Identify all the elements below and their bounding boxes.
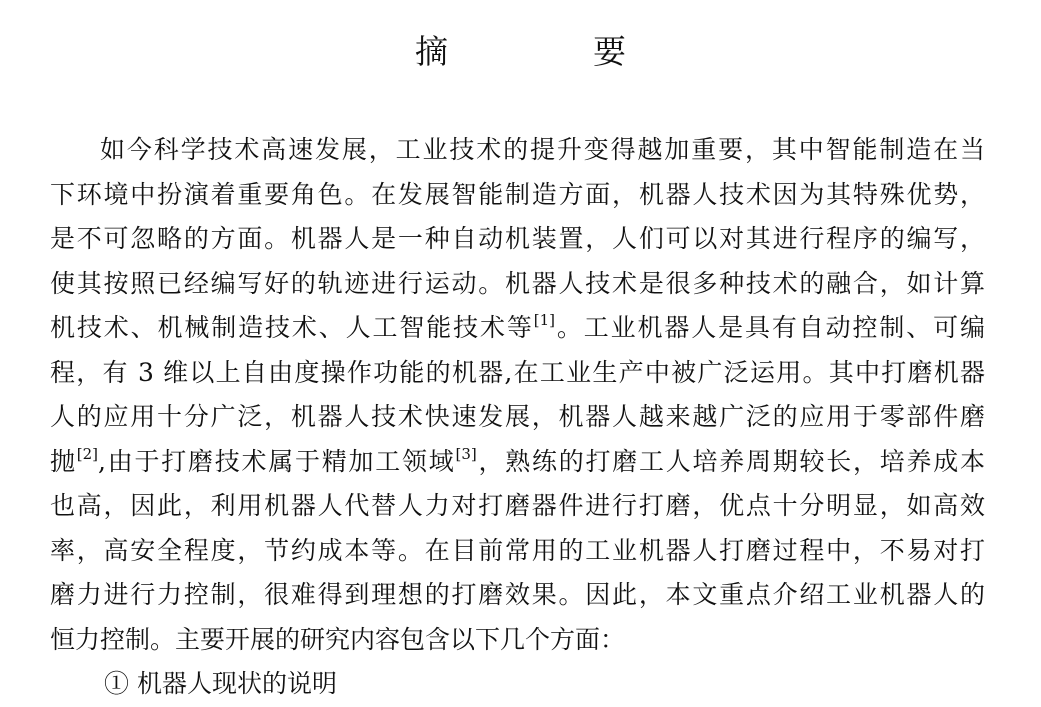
paragraph-line-8-text-c: ，熟练的打磨工人培养周期较长，培养成本 <box>476 446 985 476</box>
citation-3: [3] <box>455 444 477 463</box>
paragraph-line-3: 是不可忽略的方面。机器人是一种自动机装置，人们可以对其进行程序的编写， <box>50 224 985 253</box>
paragraph-line-5-text-a: 机技术、机械制造技术、人工智能技术等 <box>50 313 534 342</box>
paragraph-line-2: 下环境中扮演着重要角色。在发展智能制造方面，机器人技术因为其特殊优势， <box>50 179 985 209</box>
paragraph-line-8-text-b: ,由于打磨技术属于精加工领域 <box>98 446 456 476</box>
paragraph-line-5-text-b: 。工业机器人是具有自动控制、可编 <box>555 313 985 342</box>
paragraph-line-1: 如今科学技术高速发展，工业技术的提升变得越加重要，其中智能制造在当 <box>100 135 985 164</box>
citation-2: [2] <box>76 444 99 463</box>
abstract-paragraph <box>50 128 985 707</box>
paragraph-line-7: 人的应用十分广泛，机器人技术快速发展，机器人越来越广泛的应用于零部件磨 <box>50 402 985 431</box>
paragraph-line-11: 磨力进行力控制，很难得到理想的打磨效果。因此，本文重点介绍工业机器人的 <box>50 580 985 609</box>
paragraph-line-12: 恒力控制。主要开展的研究内容包含以下几个方面： <box>50 624 626 654</box>
paragraph-line-6: 程，有 3 维以上自由度操作功能的机器,在工业生产中被广泛运用。其中打磨机器 <box>50 357 985 387</box>
paragraph-line-10: 率，高安全程度，节约成本等。在目前常用的工业机器人打磨过程中，不易对打 <box>50 535 985 565</box>
list-item-1: ① 机器人现状的说明 <box>104 669 337 698</box>
paragraph-line-5 <box>50 306 985 351</box>
page-title: 摘 要 <box>415 32 682 71</box>
citation-1: [1] <box>533 311 555 329</box>
paragraph-line-8-text-a: 抛 <box>50 446 77 476</box>
paragraph-line-9: 也高，因此，利用机器人代替人力对打磨器件进行打磨，优点十分明显，如高效 <box>50 491 985 520</box>
paragraph-line-4: 使其按照已经编写好的轨迹进行运动。机器人技术是很多种技术的融合，如计算 <box>50 268 985 298</box>
paragraph-line-8 <box>50 440 985 485</box>
